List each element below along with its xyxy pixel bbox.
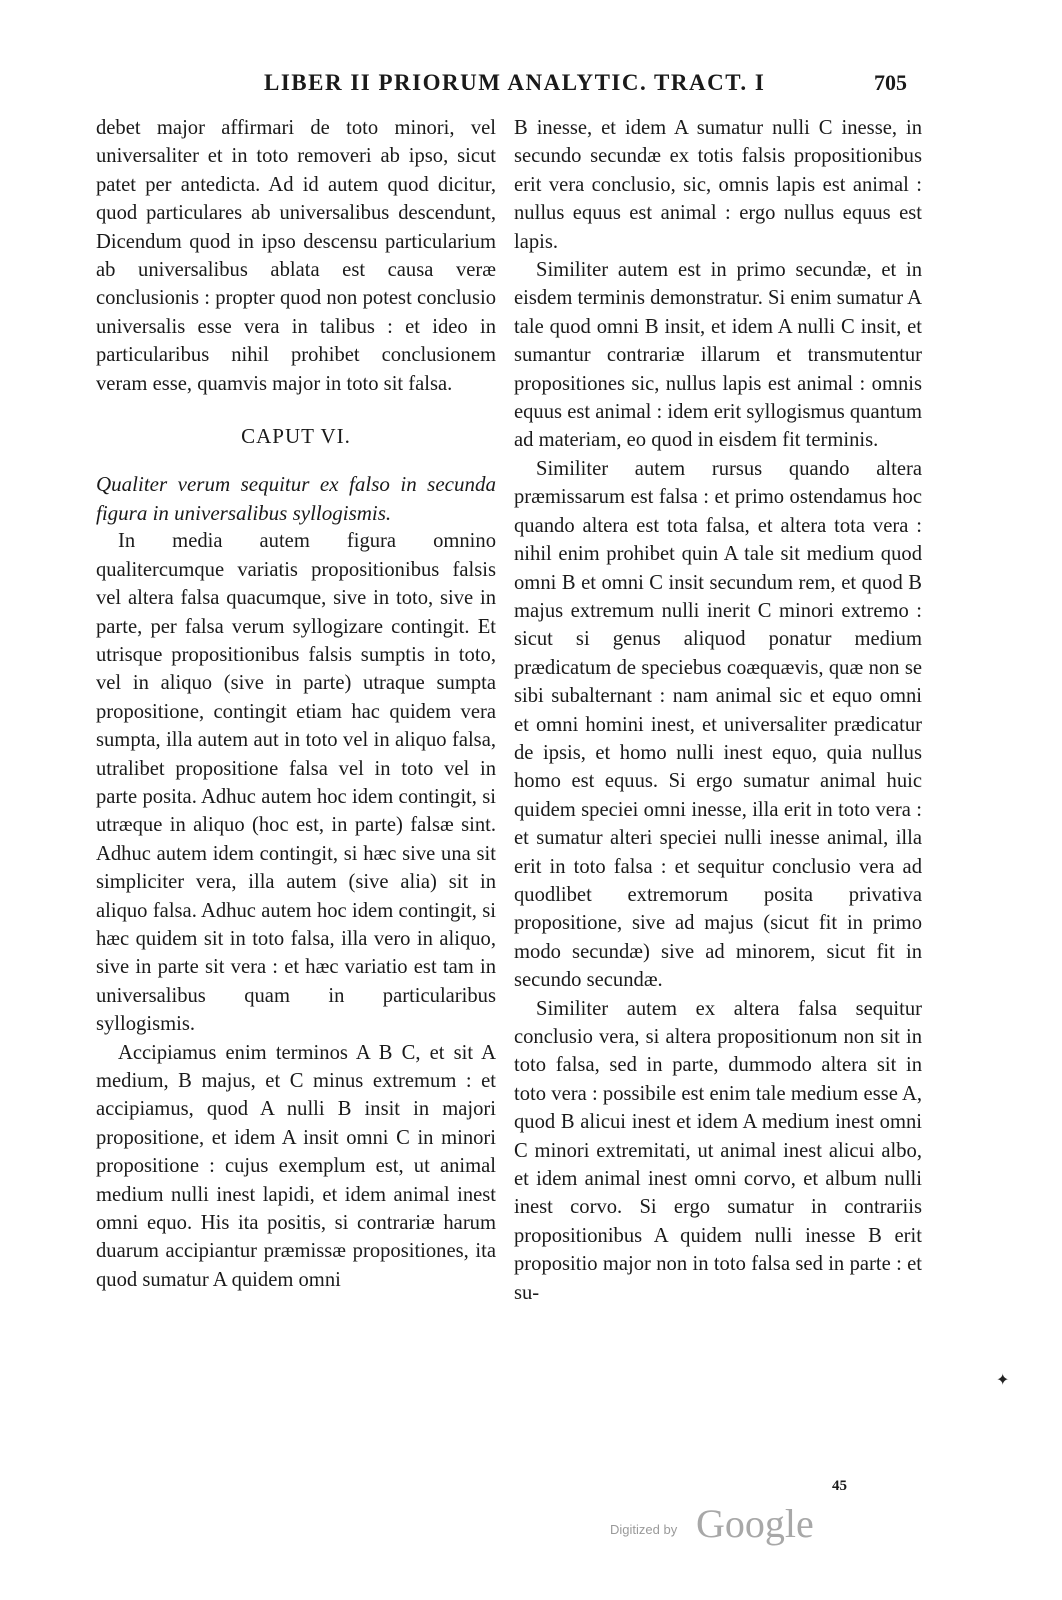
digitized-watermark [610,1500,840,1550]
right-paragraph-1: B inesse, et idem A sumatur nulli C inesse, in secundo secundæ ex totis falsis propositionibus erit vera conclusio, sic, omnis lapis est animal : nullus equus est animal : ergo nullus equus est lapis. [514,117,922,253]
left-paragraph-3: Accipiamus enim terminos A B C, et sit A medium, B majus, et C minus extremum : et accipiamus, quod A nulli B insit in majori propositione, et idem A insit omni C in minori propositione : cujus exemplum est, ut animal medium nulli inest lapidi, et idem animal inest omni equo. His ita positis, si contrariæ harum duarum accipiantur præmissæ propositiones, ita quod sumatur A quidem omni [96,1041,496,1291]
page-number: 705 [874,70,907,95]
right-paragraph-3: Similiter autem rursus quando altera præmissarum est falsa : et primo ostendamus hoc quando altera est tota falsa, et altera tota vera : nihil enim prohibet quin A tale sit medium quod omni B et omni C insit secundum rem, et quod B majus extremum nulli inerit C minori extremo : sicut si genus aliquod ponatur medium prædicatum de speciebus coæquævis, quæ non se sibi subalternant : nam animal sic et equo omni et omni homini inest, et universaliter prædicatur de ipsis, et homo nulli inest equo, quia nullus homo est equus. Si ergo sumatur animal huic quidem speciei omni inesse, illa erit in toto vera : et sumatur alteri speciei nulli inesse animal, illa erit in toto falsa : et sequitur conclusio vera ad quodlibet extremorum posita privativa propositione, sive ad majus (sicut fit in primo modo secundæ) sive ad minorem, sicut fit in secundo secundæ. [514,457,922,992]
signature-mark: 45 [832,1478,847,1494]
chapter-heading: CAPUT VI. [241,424,351,449]
digitized-prefix: Digitized by [610,1522,678,1537]
google-logo: Google [696,1501,814,1546]
left-paragraph-1: debet major affirmari de toto minori, vel universaliter et in toto removeri ab ipso, sicut patet per antedicta. Ad id autem quod dicitur, quod particulares ab universalibus descendunt, Dicendum quod in ipso descensu particularium ab universalibus ablata est causa veræ conclusionis : propter quod non potest conclusio universalis esse vera in talibus : et ideo in particularibus nihil prohibet conclusionem veram esse, quamvis major in toto sit falsa. [96,117,496,395]
right-column [514,114,922,1307]
chapter-summary: Qualiter verum sequitur ex falso in secunda figura in universalibus syllogismis. [96,472,496,525]
left-column [96,114,496,1294]
right-paragraph-2: Similiter autem est in primo secundæ, et in eisdem terminis demonstratur. Si enim sumatur A tale quod omni B insit, et idem A nulli C insit, et sumantur contrariæ illarum et transmutentur propositiones sic, nullus lapis est animal : omnis equus est animal : idem erit syllogismus quantum ad materiam, eo quod in eisdem fit terminis. [514,259,922,452]
right-paragraph-4: Similiter autem ex altera falsa sequitur conclusio vera, si altera propositionum non sit in toto falsa, sed in parte, dummodo altera sit in toto vera : possibile est enim tale medium esse A, quod B alicui inest et idem A medium inest omni C minori extremitati, ut animal inest alicui albo, et idem animal inest omni corvo, et album nulli inest corvo. Si ergo sumatur in contrariis propositionibus A quidem nulli inesse B erit propositio major non in toto falsa sed in parte : et su- [514,997,922,1304]
margin-mark-icon: ✦ [996,1372,1010,1389]
running-head [0,70,1062,104]
left-paragraph-2: In media autem figura omnino qualitercumque variatis propositionibus falsis vel altera falsa quacumque, sive in toto, sive in parte, per falsa verum syllogizare contingit. Et utrisque propositionibus falsis sumptis in toto, vel in aliquo (sive in parte) utraque sumpta propositione, contingit etiam hac quidem vera sumpta, illa autem aut in toto vel in aliquo falsa, utralibet propositione falsa vel in toto vel in parte posita. Adhuc autem hoc idem contingit, si utræque in aliquo (hoc est, in parte) falsæ sint. Adhuc autem idem contingit, si hæc sive una sit simpliciter vera, illa autem (sive alia) sit in aliquo falsa. Adhuc autem hoc idem contingit, si hæc quidem sit in toto falsa, illa vero in aliquo, sive in parte sit vera : et hæc variatio est tam in universalibus quam in particularibus syllogismis. [96,530,496,1036]
running-title: LIBER II PRIORUM ANALYTIC. TRACT. I [264,70,766,95]
